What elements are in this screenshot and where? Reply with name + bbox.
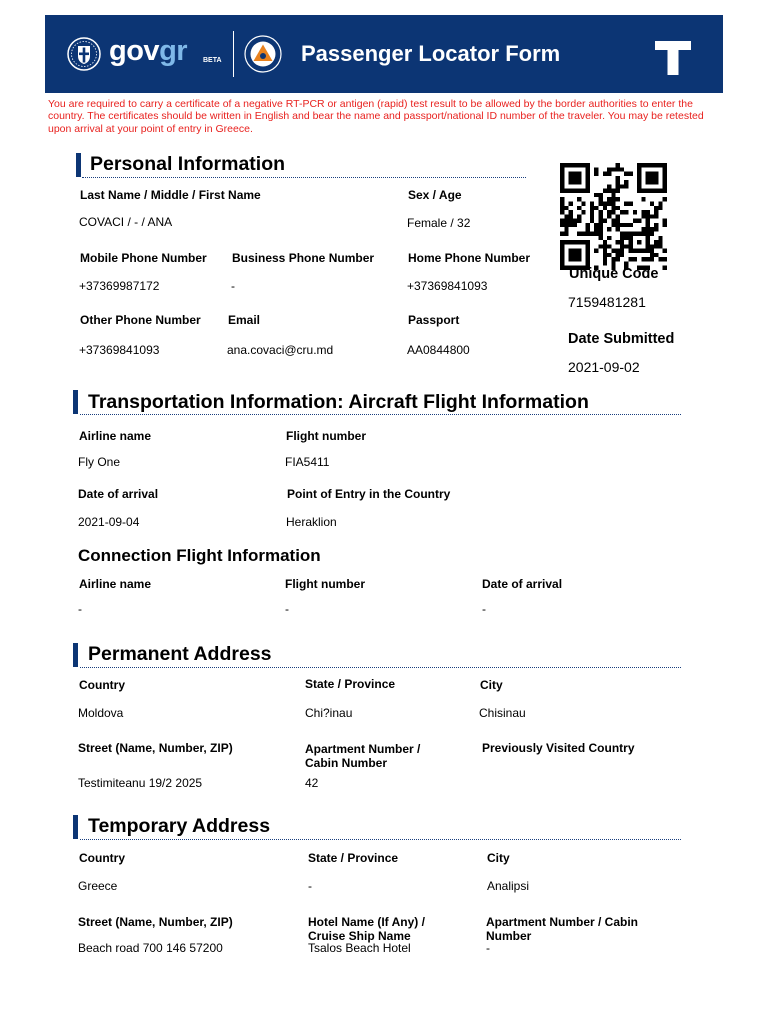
other-phone-value: +37369841093 xyxy=(79,343,160,357)
passport-label: Passport xyxy=(408,313,460,327)
business-phone-value: - xyxy=(231,279,235,293)
section-marker xyxy=(73,815,78,839)
section-underline xyxy=(82,177,526,178)
greek-coat-of-arms-icon xyxy=(67,35,101,73)
connection-flight-title: Connection Flight Information xyxy=(78,546,321,565)
connection-arrival-label: Date of arrival xyxy=(482,577,563,591)
personal-info-title: Personal Information xyxy=(90,153,286,175)
business-phone-label: Business Phone Number xyxy=(232,251,375,265)
section-marker xyxy=(76,153,81,177)
temp-apartment-value: - xyxy=(486,941,490,955)
temp-city-value: Analipsi xyxy=(487,879,530,893)
name-value: COVACI / - / ANA xyxy=(79,215,173,229)
govgr-logo xyxy=(109,35,187,68)
sex-age-label: Sex / Age xyxy=(408,188,462,202)
email-value: ana.covaci@cru.md xyxy=(227,343,334,357)
name-label: Last Name / Middle / First Name xyxy=(80,188,261,202)
label-line: Number xyxy=(486,929,532,943)
arrival-date-label: Date of arrival xyxy=(78,487,159,501)
perm-state-value: Chi?inau xyxy=(305,706,353,720)
flight-number-value: FIA5411 xyxy=(285,455,330,469)
connection-airline-value: - xyxy=(78,602,82,616)
flight-number-label: Flight number xyxy=(286,429,366,443)
temp-apartment-label xyxy=(486,915,638,943)
label-line: Apartment Number / Cabin xyxy=(486,915,639,929)
form-title: Passenger Locator Form xyxy=(301,41,561,66)
temp-state-value: - xyxy=(308,879,312,893)
header-divider xyxy=(233,31,234,77)
connection-airline-label: Airline name xyxy=(79,577,152,591)
label-line: Cabin Number xyxy=(305,756,388,770)
temp-street-label: Street (Name, Number, ZIP) xyxy=(78,915,233,929)
section-marker xyxy=(73,390,78,414)
label-line: Apartment Number / xyxy=(305,742,421,756)
temp-hotel-label xyxy=(308,915,425,943)
perm-state-label: State / Province xyxy=(305,677,396,691)
unique-code-label: Unique Code xyxy=(569,266,659,282)
qr-code-icon xyxy=(560,163,667,270)
brand-main: gov xyxy=(109,35,160,67)
perm-street-value: Testimiteanu 19/2 2025 xyxy=(78,776,203,790)
point-of-entry-value: Heraklion xyxy=(286,515,337,529)
permanent-address-title: Permanent Address xyxy=(88,643,272,665)
other-phone-label: Other Phone Number xyxy=(80,313,201,327)
perm-apartment-label xyxy=(305,742,420,770)
section-marker xyxy=(73,643,78,667)
connection-flight-value: - xyxy=(285,602,289,616)
section-underline xyxy=(80,667,681,668)
perm-city-label: City xyxy=(480,678,503,692)
perm-country-value: Moldova xyxy=(78,706,124,720)
header-banner xyxy=(45,15,723,93)
test-certificate-notice: You are required to carry a certificate of a negative RT-PCR or antigen (rapid) test result to be allowed by the border authorities to enter the country. The certificates should be written in English and bear the name and passport/national ID number of the traveler. You may be retested upon arrival at your point of entry in Greece. xyxy=(48,98,704,135)
mobile-phone-value: +37369987172 xyxy=(79,279,160,293)
temp-country-label: Country xyxy=(79,851,125,865)
date-submitted-value: 2021-09-02 xyxy=(568,359,640,375)
temp-hotel-value: Tsalos Beach Hotel xyxy=(308,941,411,955)
temp-country-value: Greece xyxy=(78,879,118,893)
section-underline xyxy=(80,414,681,415)
home-phone-label: Home Phone Number xyxy=(408,251,531,265)
label-line: Cruise Ship Name xyxy=(308,929,411,943)
perm-apartment-value: 42 xyxy=(305,776,319,790)
mobile-phone-label: Mobile Phone Number xyxy=(80,251,207,265)
arrival-date-value: 2021-09-04 xyxy=(78,515,140,529)
transport-info-title: Transportation Information: Aircraft Flight Information xyxy=(88,391,589,413)
perm-city-value: Chisinau xyxy=(479,706,526,720)
temp-street-value: Beach road 700 146 57200 xyxy=(78,941,223,955)
label-line: Hotel Name (If Any) / xyxy=(308,915,425,929)
airline-value: Fly One xyxy=(78,455,121,469)
temp-state-label: State / Province xyxy=(308,851,399,865)
section-underline xyxy=(80,839,681,840)
perm-country-label: Country xyxy=(79,678,125,692)
brand-accent: gr xyxy=(159,35,188,67)
sex-age-value: Female / 32 xyxy=(407,216,471,230)
connection-flight-label: Flight number xyxy=(285,577,365,591)
civil-protection-icon xyxy=(244,35,282,73)
perm-street-label: Street (Name, Number, ZIP) xyxy=(78,741,233,755)
unique-code-value: 7159481281 xyxy=(568,294,646,310)
perm-visited-country-label: Previously Visited Country xyxy=(482,741,635,755)
point-of-entry-label: Point of Entry in the Country xyxy=(287,487,451,501)
airline-label: Airline name xyxy=(79,429,152,443)
temporary-address-title: Temporary Address xyxy=(88,815,271,837)
date-submitted-label: Date Submitted xyxy=(568,331,675,347)
passport-value: AA0844800 xyxy=(407,343,470,357)
connection-arrival-value: - xyxy=(482,602,486,616)
email-label: Email xyxy=(228,313,261,327)
t-logo-icon xyxy=(655,41,691,75)
beta-badge: BETA xyxy=(203,57,222,64)
home-phone-value: +37369841093 xyxy=(407,279,488,293)
temp-city-label: City xyxy=(487,851,510,865)
